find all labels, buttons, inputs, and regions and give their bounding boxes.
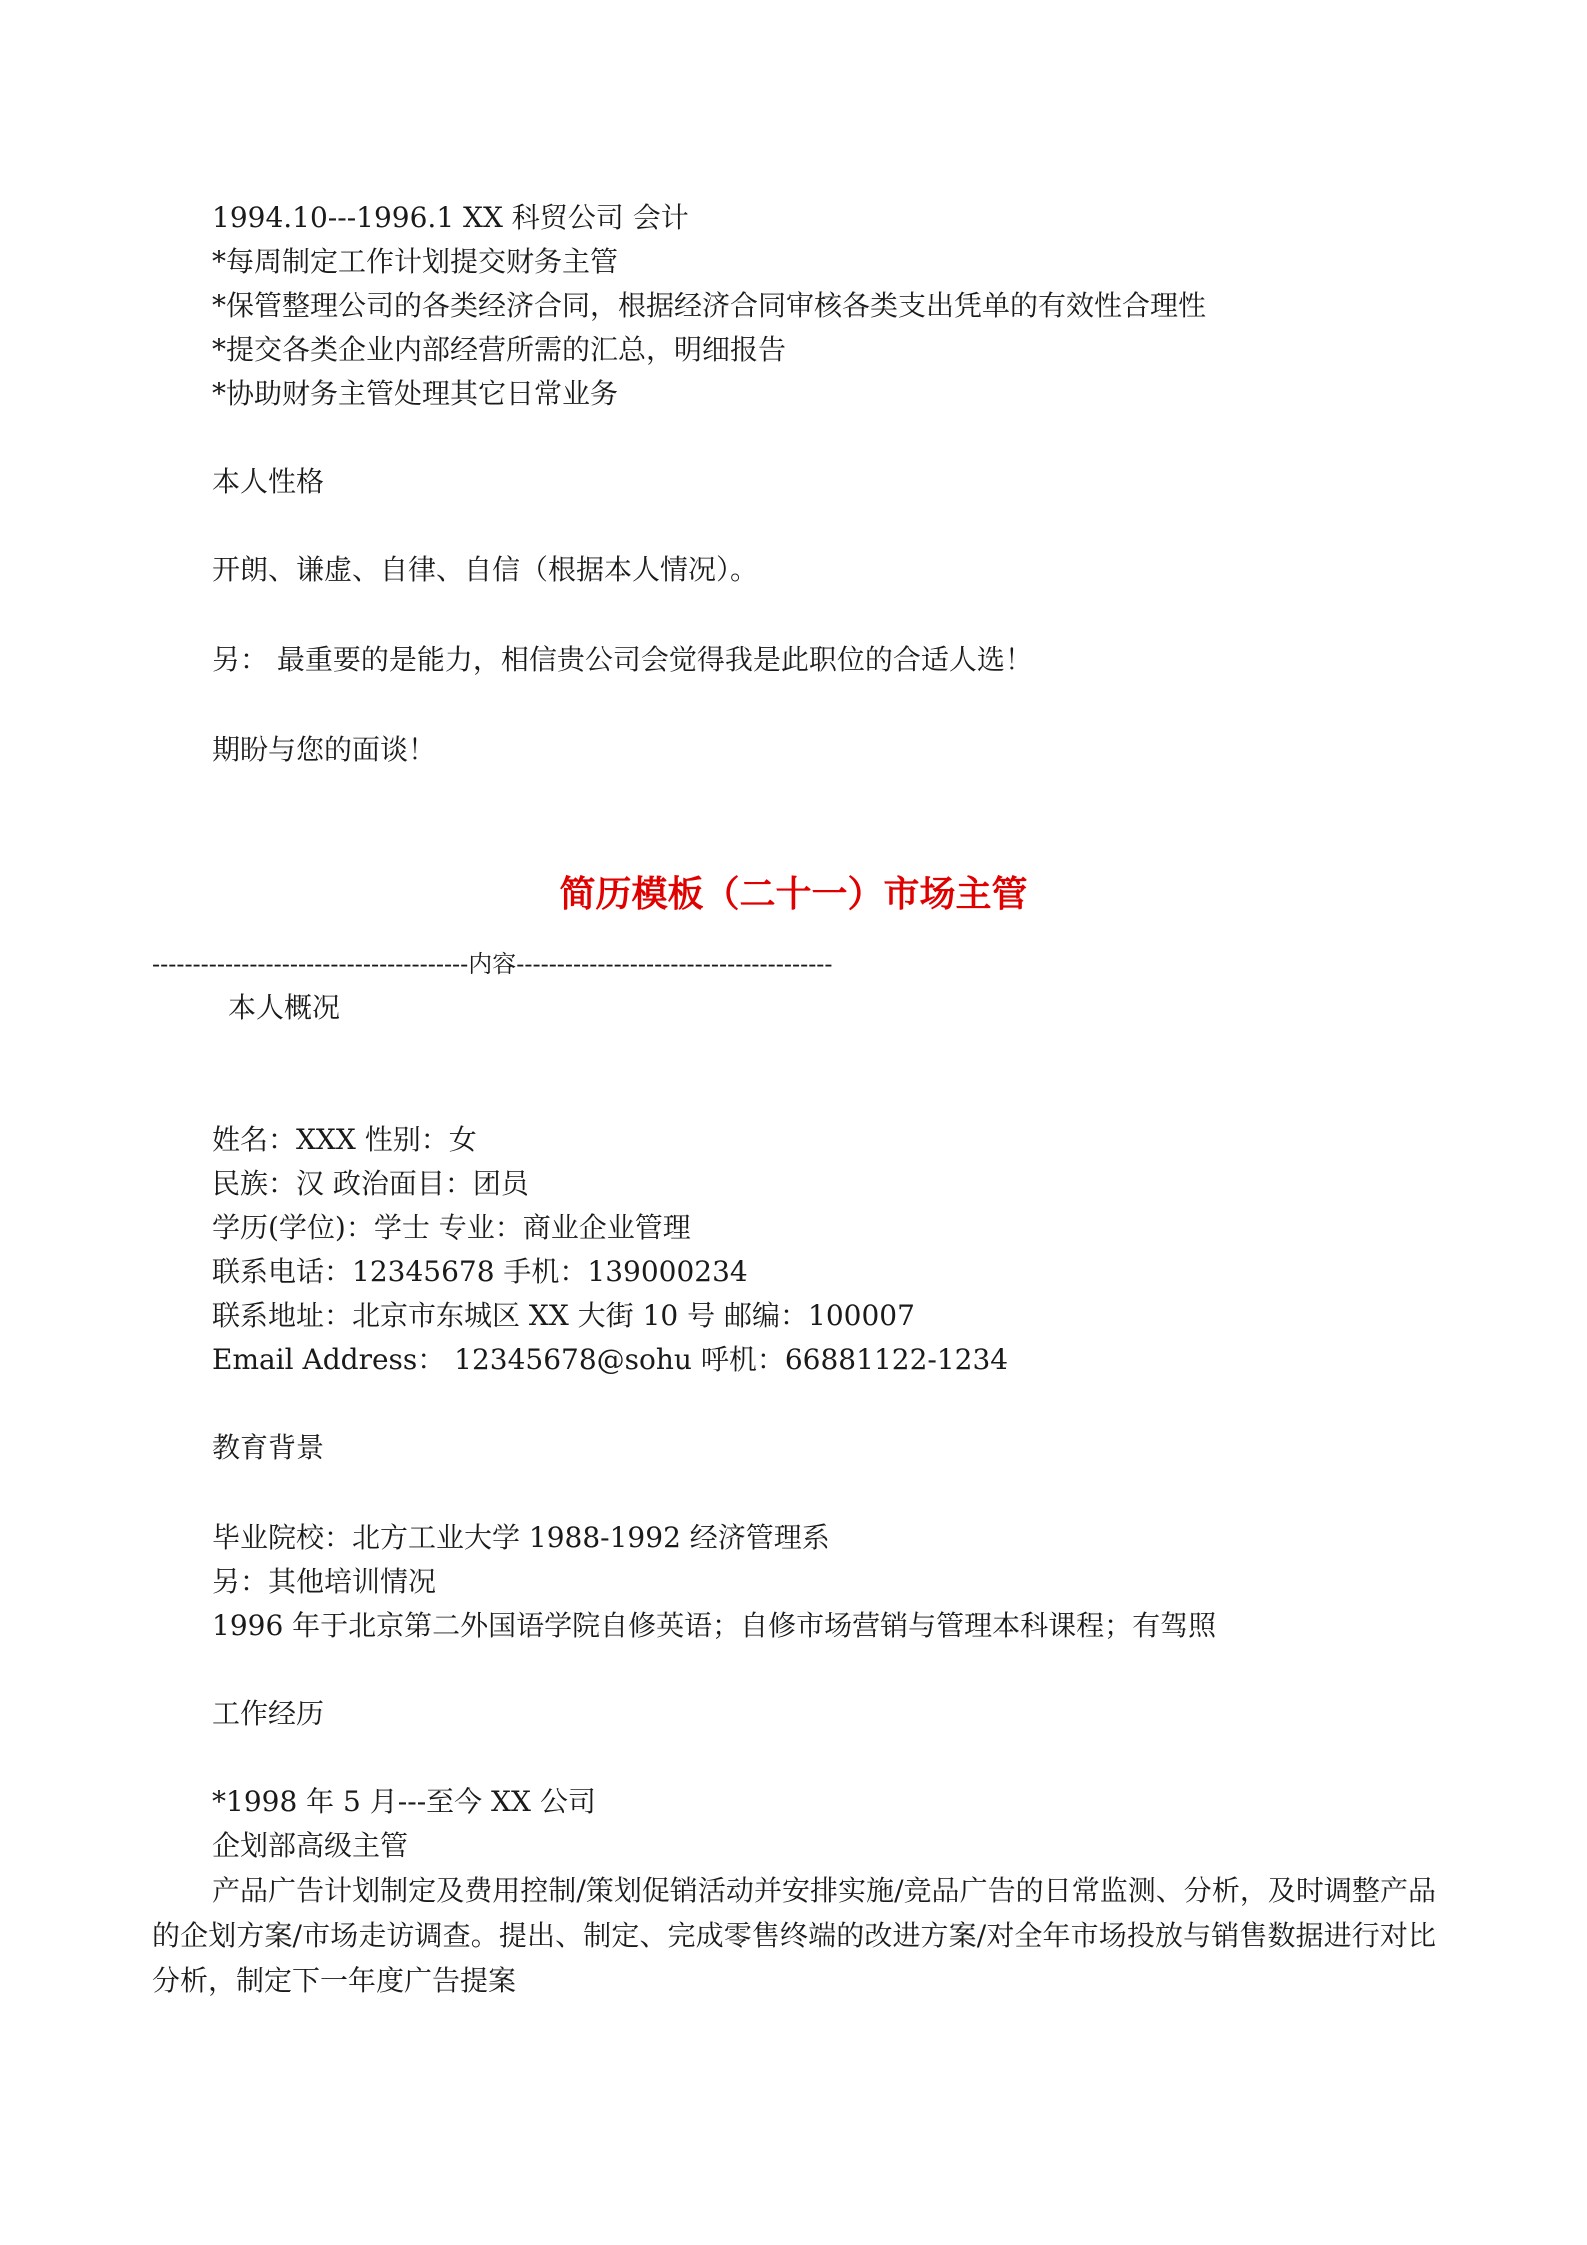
profile-line: 民族：汉 政治面目：团员 bbox=[212, 1167, 529, 1200]
personality-heading: 本人性格 bbox=[212, 465, 325, 498]
profile-line: 联系电话：12345678 手机：139000234 bbox=[212, 1255, 748, 1288]
job-line: 1994.10---1996.1 XX 科贸公司 会计 bbox=[212, 201, 689, 234]
profile-line: 学历(学位)：学士 专业：商业企业管理 bbox=[212, 1211, 691, 1244]
personality-text: 开朗、谦虚、自律、自信（根据本人情况）。 bbox=[212, 553, 759, 586]
work-position: 企划部高级主管 bbox=[212, 1829, 409, 1862]
content-divider: ---------------------------------------内容--------------------------------------- bbox=[152, 950, 833, 978]
duty-item: *保管整理公司的各类经济合同，根据经济合同审核各类支出凭单的有效性合理性 bbox=[212, 289, 1207, 322]
profile-line: 姓名：XXX 性别：女 bbox=[212, 1123, 477, 1156]
work-description: 产品广告计划制定及费用控制/策划促销活动并安排实施/竞品广告的日常监测、分析，及时调整产品的企划方案/市场走访调查。提出、制定、完成零售终端的改进方案/对全年市场投放与销售数据进行对比分析，制定下一年度广告提案 bbox=[152, 1874, 1436, 1997]
resume-title: 简历模板（二十一）市场主管 bbox=[559, 873, 1028, 915]
duty-item: *每周制定工作计划提交财务主管 bbox=[212, 245, 619, 278]
note-text: 另： 最重要的是能力，相信贵公司会觉得我是此职位的合适人选！ bbox=[212, 643, 1033, 676]
closing-text: 期盼与您的面谈！ bbox=[212, 733, 437, 766]
education-heading: 教育背景 bbox=[212, 1431, 325, 1464]
duty-item: *提交各类企业内部经营所需的汇总，明细报告 bbox=[212, 333, 787, 366]
education-line: 1996 年于北京第二外国语学院自修英语；自修市场营销与管理本科课程；有驾照 bbox=[212, 1609, 1217, 1642]
work-period: *1998 年 5 月---至今 XX 公司 bbox=[212, 1785, 596, 1818]
profile-line: Email Address： 12345678@sohu 呼机：66881122-1234 bbox=[212, 1343, 1009, 1376]
education-line: 另：其他培训情况 bbox=[212, 1565, 437, 1598]
profile-line: 联系地址：北京市东城区 XX 大街 10 号 邮编：100007 bbox=[212, 1299, 915, 1332]
education-line: 毕业院校：北方工业大学 1988-1992 经济管理系 bbox=[212, 1521, 830, 1554]
duty-item: *协助财务主管处理其它日常业务 bbox=[212, 377, 619, 410]
work-heading: 工作经历 bbox=[212, 1697, 325, 1730]
profile-heading: 本人概况 bbox=[228, 991, 341, 1024]
